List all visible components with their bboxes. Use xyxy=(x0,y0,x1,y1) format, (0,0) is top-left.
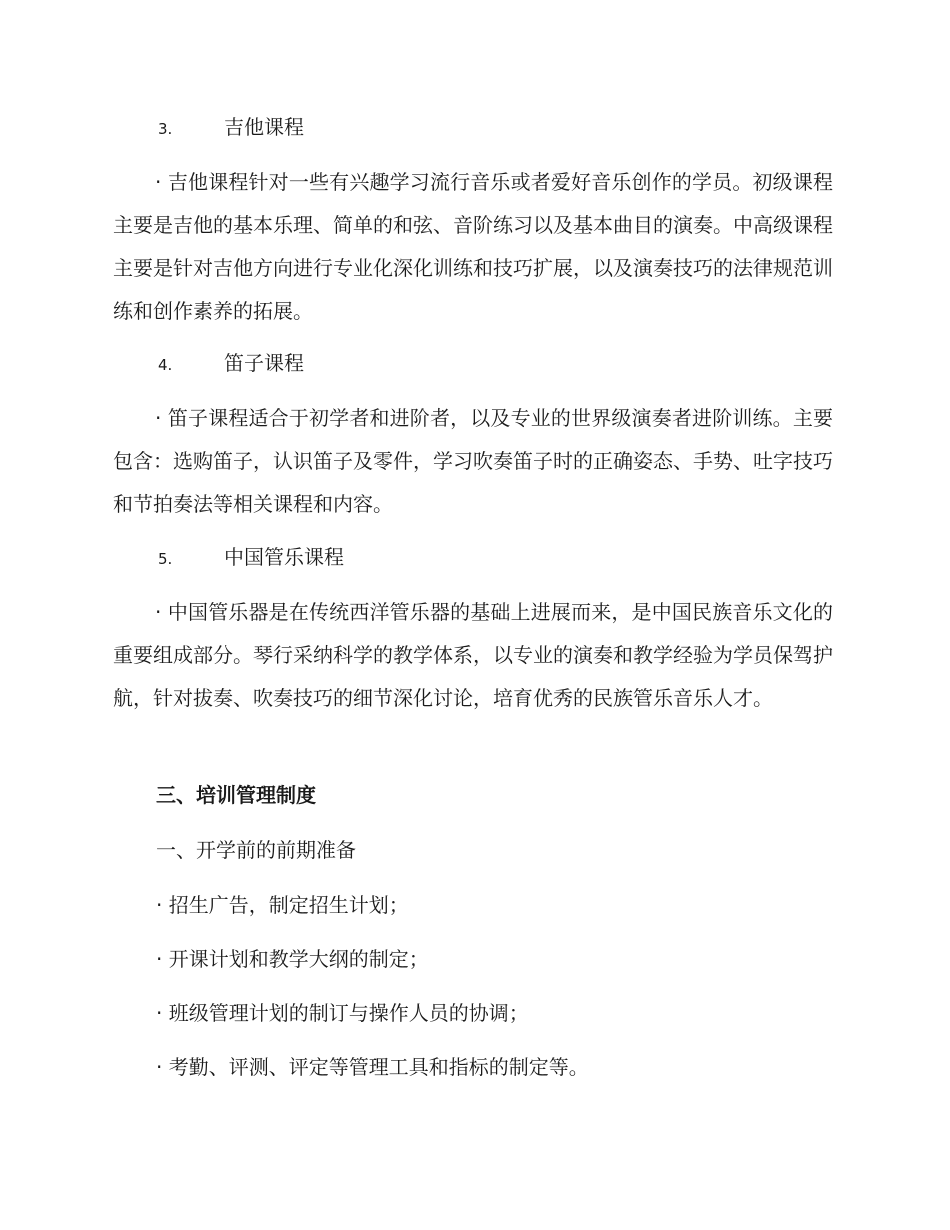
list-item: · 开课计划和教学大纲的制定； xyxy=(156,947,429,971)
guitar-course-paragraph: · 吉他课程针对一些有兴趣学习流行音乐或者爱好音乐创作的学员。初级课程主要是吉他的基本乐理、简单的和弦、音阶练习以及基本曲目的演奏。中高级课程主要是针对吉他方向进行专业化深化训练和技巧扩展，以及演奏技巧的法律规范训练和创作素养的拓展。 xyxy=(113,170,833,323)
sub-heading: 一、开学前的前期准备 xyxy=(156,838,356,862)
heading-number: 3. xyxy=(158,120,173,138)
heading-number: 4. xyxy=(158,356,173,374)
list-item: · 招生广告，制定招生计划； xyxy=(156,893,409,917)
heading-number: 5. xyxy=(158,550,173,568)
section-heading: 三、培训管理制度 xyxy=(156,783,316,807)
list-item: · 班级管理计划的制订与操作人员的协调； xyxy=(156,1001,529,1025)
heading-title: 中国管乐课程 xyxy=(224,545,344,569)
wind-course-heading xyxy=(158,543,344,573)
heading-title: 吉他课程 xyxy=(224,115,304,139)
flute-course-paragraph: · 笛子课程适合于初学者和进阶者，以及专业的世界级演奏者进阶训练。主要包含：选购笛子，认识笛子及零件，学习吹奏笛子时的正确姿态、手势、吐字技巧和节拍奏法等相关课程和内容。 xyxy=(113,406,833,516)
guitar-course-heading xyxy=(158,113,304,143)
list-item: · 考勤、评测、评定等管理工具和指标的制定等。 xyxy=(156,1055,589,1079)
heading-title: 笛子课程 xyxy=(224,351,304,375)
flute-course-heading xyxy=(158,349,304,379)
wind-course-paragraph: · 中国管乐器是在传统西洋管乐器的基础上进展而来，是中国民族音乐文化的重要组成部分。琴行采纳科学的教学体系，以专业的演奏和教学经验为学员保驾护航，针对拔奏、吹奏技巧的细节深化讨论，培育优秀的民族管乐音乐人才。 xyxy=(113,600,833,710)
